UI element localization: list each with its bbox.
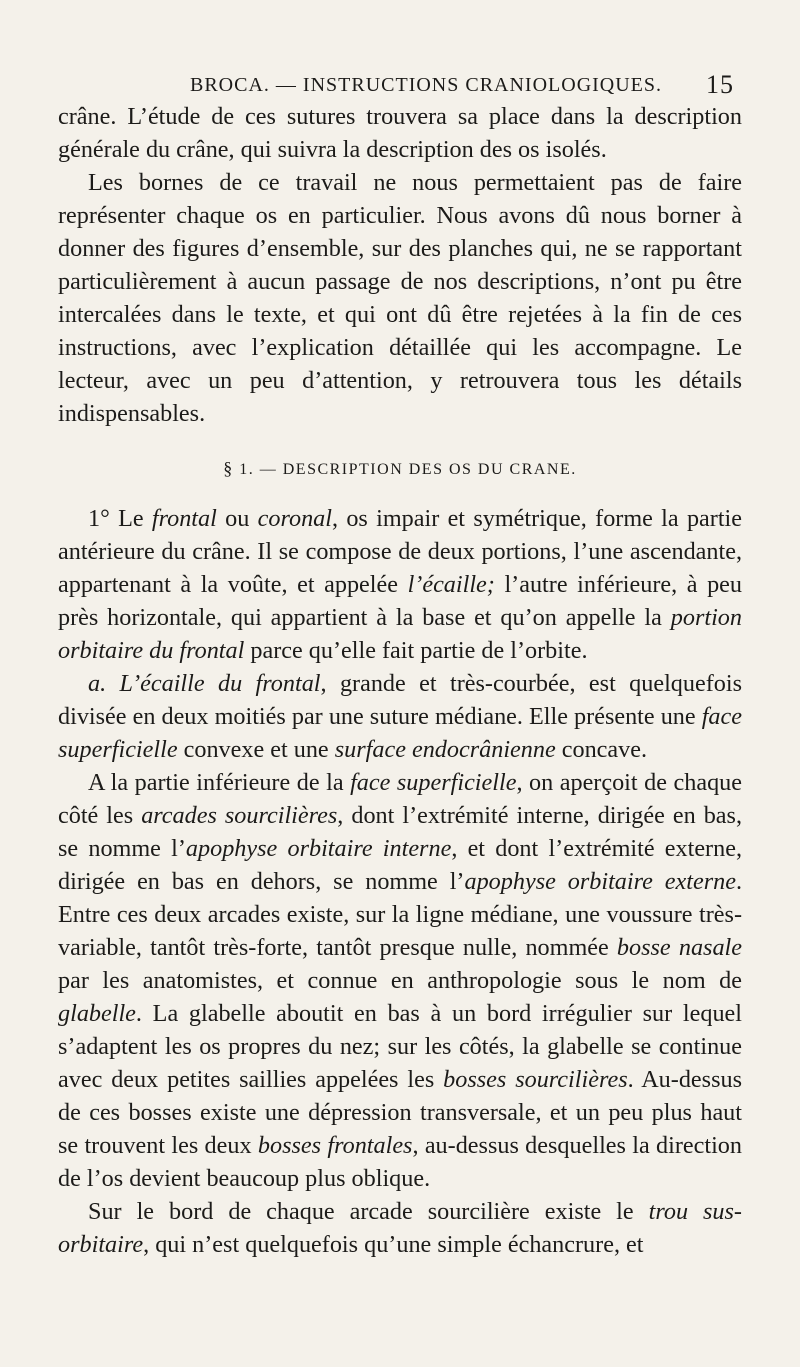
text-run: , grande et très-courbée, est quelquefois divisée en deux moitiés par une suture médiane. Elle présente une xyxy=(58,670,743,730)
text-run: a. xyxy=(88,670,120,697)
text-run: par les anatomistes, et connue en anthropologie sous le nom de xyxy=(58,967,742,994)
text-run: , qui n’est quelquefois qu’une simple échancrure, et xyxy=(143,1231,644,1258)
text-run: Sur le bord de chaque arcade sourcilière existe le xyxy=(88,1198,649,1225)
italic-term: apophyse orbitaire interne xyxy=(185,835,452,862)
italic-term: face superficielle xyxy=(350,769,517,796)
section-heading xyxy=(58,456,742,482)
body-text xyxy=(58,100,742,1261)
italic-term: bosses sourcilières xyxy=(443,1066,628,1093)
italic-term: l’écaille; xyxy=(407,571,495,598)
text-run: , on aperçoit de chaque côté les xyxy=(58,769,742,829)
running-head xyxy=(58,60,742,100)
italic-term: surface endocrânienne xyxy=(334,736,556,763)
text-run: . La glabelle aboutit en bas à un bord irrégulier sur lequel s’adaptent les os propres du nez; sur les côtés, la glabelle se continue avec deux petites saillies appelées les xyxy=(58,1000,742,1093)
italic-term: arcades sourcilières xyxy=(141,802,338,829)
italic-term: apophyse orbitaire externe xyxy=(464,868,736,895)
text-run: A la partie inférieure de la xyxy=(88,769,351,796)
italic-term: bosse nasale xyxy=(616,934,742,961)
text-run: 1° Le xyxy=(88,505,152,532)
paragraph-trou xyxy=(58,1195,742,1261)
italic-term: coronal xyxy=(257,505,332,532)
italic-term: L’écaille du frontal xyxy=(119,670,321,697)
paragraph-arcades xyxy=(58,766,742,1195)
text-run: l’autre inférieure, à peu près horizontale, qui appartient à la base et qu’on appelle la xyxy=(58,571,742,631)
italic-term: bosses frontales xyxy=(257,1132,413,1159)
text-run: ou xyxy=(216,505,258,532)
paragraph-frontal xyxy=(58,502,742,667)
text-run: convexe et une xyxy=(177,736,335,763)
text-run: , au-dessus desquelles la direction de l’os devient beaucoup plus oblique. xyxy=(58,1132,742,1192)
italic-term: glabelle xyxy=(58,1000,136,1027)
text-run: concave. xyxy=(555,736,648,763)
text-run: parce qu’elle fait partie de l’orbite. xyxy=(244,637,588,664)
section-label: 1. — DESCRIPTION DES OS DU CRANE. xyxy=(239,461,577,478)
page-number: 15 xyxy=(706,70,734,99)
text-run: , et dont l’extrémité externe, dirigée en bas en dehors, se nomme l’ xyxy=(58,835,742,895)
text-run: , dont l’extrémité interne, dirigée en bas, se nomme l’ xyxy=(58,802,743,862)
italic-term: trou sus-orbitaire xyxy=(58,1198,742,1258)
text-run: , os impair et symétrique, forme la partie antérieure du crâne. Il se compose de deux portions, l’une ascendante, appartenant à la voûte, et appelée xyxy=(58,505,742,598)
text-run: . Entre ces deux arcades existe, sur la ligne médiane, une voussure très-variable, tantôt très-forte, tantôt presque nulle, nommée xyxy=(58,868,742,961)
running-title: BROCA. — INSTRUCTIONS CRANIOLOGIQUES. xyxy=(190,74,663,96)
section-symbol: § xyxy=(223,458,234,478)
italic-term: portion orbitaire du frontal xyxy=(58,604,742,664)
text-run: . Au-dessus de ces bosses existe une dépression transversale, et un peu plus haut se trouvent les deux xyxy=(58,1066,742,1159)
paragraph-intro-continuation: crâne. L’étude de ces sutures trouvera sa place dans la description générale du crâne, qui suivra la description des os isolés. xyxy=(58,103,742,163)
paragraph-figures: Les bornes de ce travail ne nous permettaient pas de faire représenter chaque os en particulier. Nous avons dû nous borner à donner des figures d’ensemble, sur des planches qui, ne se rapportant particulièrement à aucun passage de nos descriptions, n’ont pu être intercalées dans le texte, et qui ont dû être rejetées à la fin de ces instructions, avec l’explication détaillée qui les accompagne. Le lecteur, avec un peu d’attention, y retrouvera tous les détails indispensables. xyxy=(58,169,742,427)
italic-term: face superficielle xyxy=(58,703,742,763)
paragraph-ecaille xyxy=(58,667,742,766)
italic-term: frontal xyxy=(151,505,217,532)
